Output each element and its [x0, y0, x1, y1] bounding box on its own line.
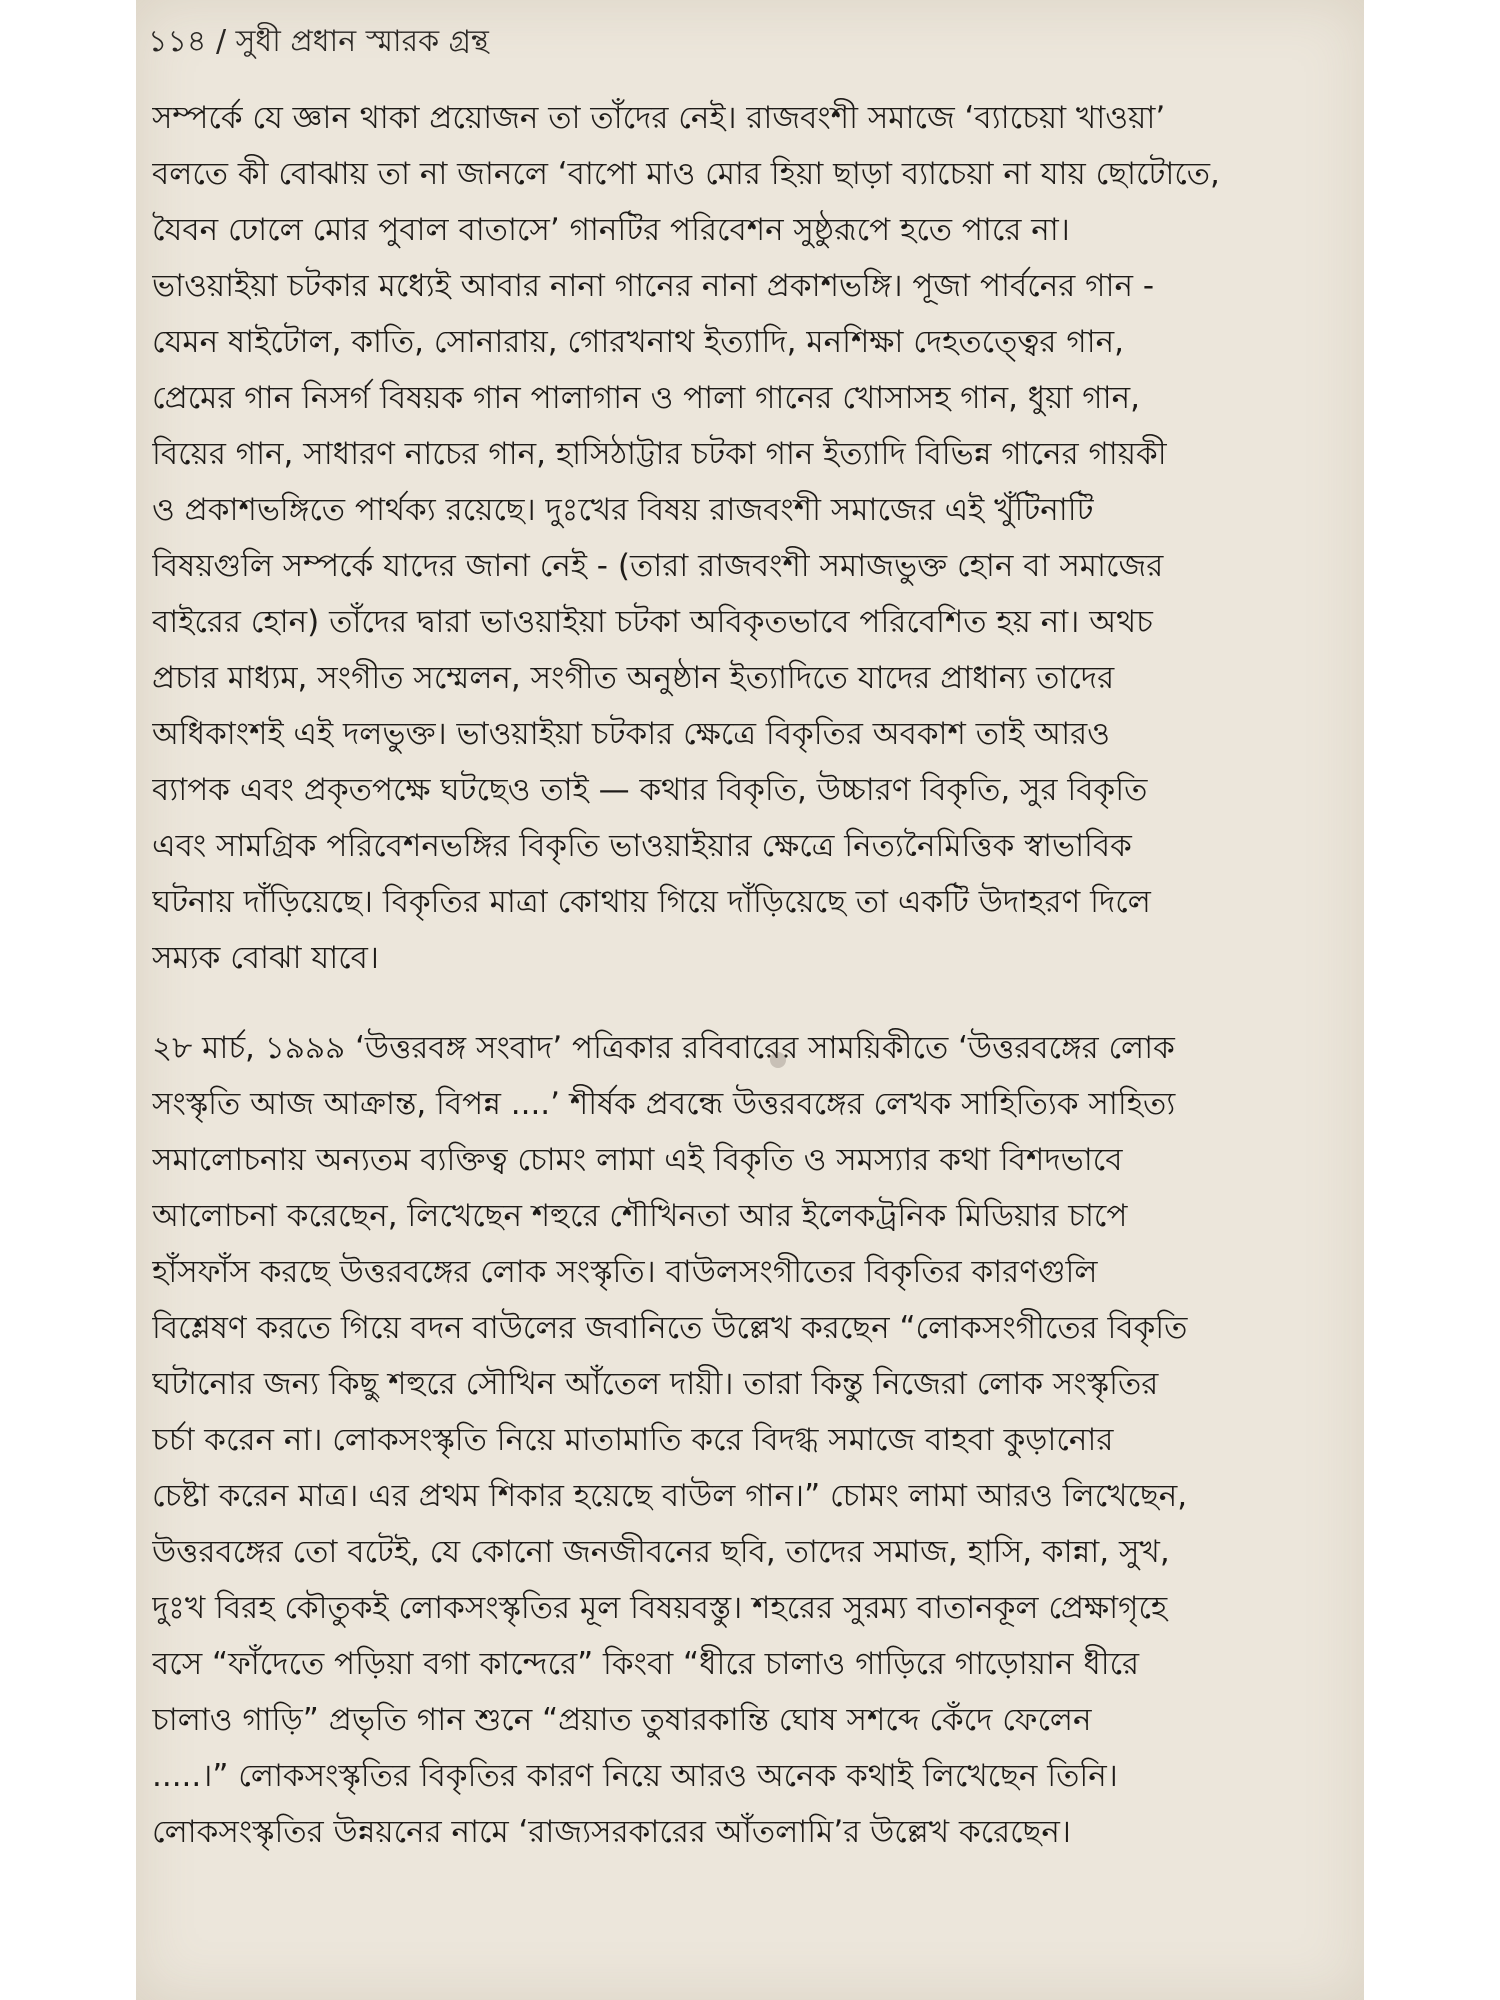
body-text	[152, 90, 1352, 1860]
text-line: .....।” লোকসংস্কৃতির বিকৃতির কারণ নিয়ে আরও অনেক কথাই লিখেছেন তিনি।	[152, 1758, 1118, 1794]
text-line: চর্চা করেন না। লোকসংস্কৃতি নিয়ে মাতামাতি করে বিদগ্ধ সমাজে বাহবা কুড়ানোর	[152, 1422, 1114, 1458]
text-line: ভাওয়াইয়া চটকার মধ্যেই আবার নানা গানের নানা প্রকাশভঙ্গি। পূজা পার্বনের গান -	[152, 268, 1155, 304]
text-line: বলতে কী বোঝায় তা না জানলে ‘বাপো মাও মোর হিয়া ছাড়া ব্যাচেয়া না যায় ছোটোতে,	[152, 156, 1220, 192]
text-line: চালাও গাড়ি” প্রভৃতি গান শুনে “প্রয়াত তুষারকান্তি ঘোষ সশব্দে কেঁদে ফেলেন	[152, 1702, 1092, 1738]
ink-smudge	[770, 1052, 786, 1068]
text-line: যেমন ষাইটোল, কাতি, সোনারায়, গোরখনাথ ইত্যাদি, মনশিক্ষা দেহতত্ত্বের গান,	[152, 324, 1124, 360]
text-line: যৈবন ঢোলে মোর পুবাল বাতাসে’ গানটির পরিবেশন সুষ্ঠুরূপে হতে পারে না।	[152, 212, 1070, 248]
paragraph	[152, 1020, 1352, 1860]
text-line: ঘটনায় দাঁড়িয়েছে। বিকৃতির মাত্রা কোথায় গিয়ে দাঁড়িয়েছে তা একটি উদাহরণ দিলে	[152, 884, 1151, 920]
paragraph	[152, 90, 1352, 986]
text-line: হাঁসফাঁস করছে উত্তরবঙ্গের লোক সংস্কৃতি। বাউলসংগীতের বিকৃতির কারণগুলি	[152, 1254, 1098, 1290]
text-line: বিশ্লেষণ করতে গিয়ে বদন বাউলের জবানিতে উল্লেখ করছেন “লোকসংগীতের বিকৃতি	[152, 1310, 1188, 1346]
paragraph-gap	[152, 986, 1352, 1020]
text-line: সম্পর্কে যে জ্ঞান থাকা প্রয়োজন তা তাঁদের নেই। রাজবংশী সমাজে ‘ব্যাচেয়া খাওয়া’	[152, 100, 1166, 136]
text-line: সমালোচনায় অন্যতম ব্যক্তিত্ব চোমং লামা এই বিকৃতি ও সমস্যার কথা বিশদভাবে	[152, 1142, 1123, 1178]
text-line: এবং সামগ্রিক পরিবেশনভঙ্গির বিকৃতি ভাওয়াইয়ার ক্ষেত্রে নিত্যনৈমিত্তিক স্বাভাবিক	[152, 828, 1132, 864]
header-separator: /	[206, 24, 236, 59]
text-line: উত্তরবঙ্গের তো বটেই, যে কোনো জনজীবনের ছবি, তাদের সমাজ, হাসি, কান্না, সুখ,	[152, 1534, 1170, 1570]
text-line: অধিকাংশই এই দলভুক্ত। ভাওয়াইয়া চটকার ক্ষেত্রে বিকৃতির অবকাশ তাই আরও	[152, 716, 1110, 752]
text-line: চেষ্টা করেন মাত্র। এর প্রথম শিকার হয়েছে বাউল গান।” চোমং লামা আরও লিখেছেন,	[152, 1478, 1188, 1514]
text-line: আলোচনা করেছেন, লিখেছেন শহুরে শৌখিনতা আর ইলেকট্রনিক মিডিয়ার চাপে	[152, 1198, 1128, 1234]
text-line: প্রেমের গান নিসর্গ বিষয়ক গান পালাগান ও পালা গানের খোসাসহ গান, ধুয়া গান,	[152, 380, 1140, 416]
running-header	[148, 14, 489, 70]
page-number: ১১৪	[148, 24, 207, 59]
text-line: ও প্রকাশভঙ্গিতে পার্থক্য রয়েছে। দুঃখের বিষয় রাজবংশী সমাজের এই খুঁটিনাটি	[152, 492, 1094, 528]
text-line: সম্যক বোঝা যাবে।	[152, 940, 379, 976]
text-line: প্রচার মাধ্যম, সংগীত সম্মেলন, সংগীত অনুষ্ঠান ইত্যাদিতে যাদের প্রাধান্য তাদের	[152, 660, 1115, 696]
text-line: ব্যাপক এবং প্রকৃতপক্ষে ঘটছেও তাই — কথার বিকৃতি, উচ্চারণ বিকৃতি, সুর বিকৃতি	[152, 772, 1148, 808]
text-line: বিয়ের গান, সাধারণ নাচের গান, হাসিঠাট্টার চটকা গান ইত্যাদি বিভিন্ন গানের গায়কী	[152, 436, 1167, 472]
text-line: ঘটানোর জন্য কিছু শহুরে সৌখিন আঁতেল দায়ী। তারা কিন্তু নিজেরা লোক সংস্কৃতির	[152, 1366, 1159, 1402]
text-line: সংস্কৃতি আজ আক্রান্ত, বিপন্ন ....’ শীর্ষক প্রবন্ধে উত্তরবঙ্গের লেখক সাহিত্যিক সাহিত্য	[152, 1086, 1176, 1122]
text-line: বসে “ফাঁদেতে পড়িয়া বগা কান্দেরে” কিংবা “ধীরে চালাও গাড়িরে গাড়োয়ান ধীরে	[152, 1646, 1140, 1682]
text-line: লোকসংস্কৃতির উন্নয়নের নামে ‘রাজ্যসরকারের আঁতলামি’র উল্লেখ করেছেন।	[152, 1814, 1072, 1850]
text-line: বাইরের হোন) তাঁদের দ্বারা ভাওয়াইয়া চটকা অবিকৃতভাবে পরিবেশিত হয় না। অথচ	[152, 604, 1153, 640]
text-line: ২৮ মার্চ, ১৯৯৯ ‘উত্তরবঙ্গ সংবাদ’ পত্রিকার রবিবারের সাময়িকীতে ‘উত্তরবঙ্গের লোক	[152, 1030, 1175, 1066]
text-line: দুঃখ বিরহ কৌতুকই লোকসংস্কৃতির মূল বিষয়বস্তু। শহরের সুরম্য বাতানকূল প্রেক্ষাগৃহে	[152, 1590, 1168, 1626]
book-title: সুধী প্রধান স্মারক গ্রন্থ	[235, 24, 489, 59]
text-line: বিষয়গুলি সম্পর্কে যাদের জানা নেই - (তারা রাজবংশী সমাজভুক্ত হোন বা সমাজের	[152, 548, 1164, 584]
